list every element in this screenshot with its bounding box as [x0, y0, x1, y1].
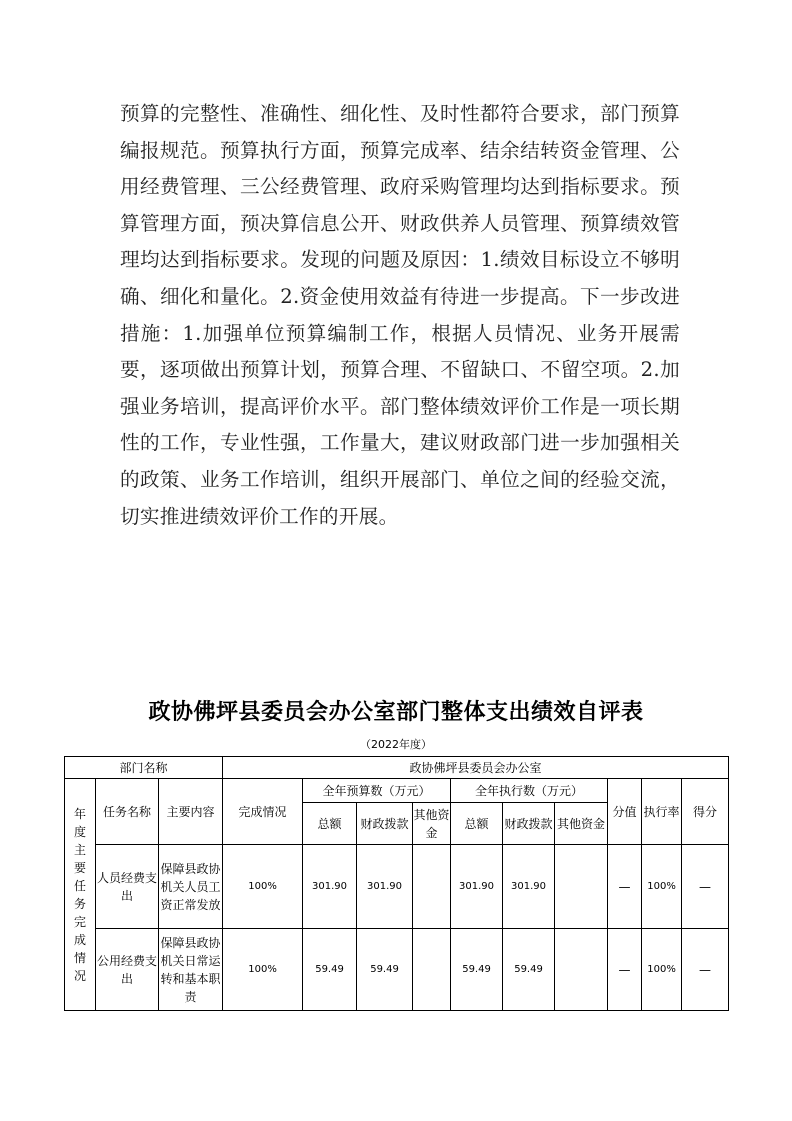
score-value-cell: —	[608, 929, 642, 1011]
dept-name-value: 政协佛坪县委员会办公室	[223, 757, 729, 779]
header-main-content: 主要内容	[159, 779, 223, 845]
header-row-1	[65, 779, 729, 803]
summary-paragraph: 预算的完整性、准确性、细化性、及时性都符合要求，部门预算编报规范。预算执行方面，预算完成率、结余结转资金管理、公用经费管理、三公经费管理、政府采购管理均达到指标要求。预算管理方面，预决算信息公开、财政供养人员管理、预算绩效管理均达到指标要求。发现的问题及原因：1.绩效目标设立不够明确、细化和量化。2.资金使用效益有待进一步提高。下一步改进措施：1.加强单位预算编制工作，根据人员情况、业务开展需要，逐项做出预算计划，预算合理、不留缺口、不留空项。2.加强业务培训，提高评价水平。部门整体绩效评价工作是一项长期性的工作，专业性强，工作量大，建议财政部门进一步加强相关的政策、业务工作培训，组织开展部门、单位之间的经验交流，切实推进绩效评价工作的开展。	[120, 102, 680, 528]
exec-rate-cell: 100%	[642, 929, 682, 1011]
header-budget-fiscal: 财政拨款	[357, 803, 413, 845]
header-score-value: 分值	[608, 779, 642, 845]
score-cell: —	[682, 929, 729, 1011]
budget-fiscal-cell: 301.90	[357, 845, 413, 929]
exec-fiscal-cell: 59.49	[503, 929, 555, 1011]
header-budget-total: 总额	[303, 803, 357, 845]
budget-other-cell	[413, 929, 451, 1011]
exec-total-cell: 59.49	[451, 929, 503, 1011]
main-content-cell: 保障县政协机关日常运转和基本职责	[159, 929, 223, 1011]
exec-rate-cell: 100%	[642, 845, 682, 929]
header-exec-other: 其他资金	[555, 803, 608, 845]
exec-other-cell	[555, 929, 608, 1011]
dept-name-label: 部门名称	[65, 757, 223, 779]
score-value-cell: —	[608, 845, 642, 929]
header-exec-rate: 执行率	[642, 779, 682, 845]
dept-row	[65, 757, 729, 779]
completion-cell: 100%	[223, 929, 303, 1011]
budget-total-cell: 59.49	[303, 929, 357, 1011]
table-row	[65, 845, 729, 929]
header-budget-group: 全年预算数（万元）	[303, 779, 451, 803]
table-row	[65, 929, 729, 1011]
budget-other-cell	[413, 845, 451, 929]
budget-total-cell: 301.90	[303, 845, 357, 929]
table-title: 政协佛坪县委员会办公室部门整体支出绩效自评表	[148, 700, 644, 725]
exec-fiscal-cell: 301.90	[503, 845, 555, 929]
score-cell: —	[682, 845, 729, 929]
header-score: 得分	[682, 779, 729, 845]
performance-evaluation-table	[64, 756, 729, 1011]
task-name-cell: 公用经费支出	[96, 929, 159, 1011]
exec-total-cell: 301.90	[451, 845, 503, 929]
header-completion: 完成情况	[223, 779, 303, 845]
header-exec-fiscal: 财政拨款	[503, 803, 555, 845]
task-name-cell: 人员经费支出	[96, 845, 159, 929]
header-exec-total: 总额	[451, 803, 503, 845]
budget-fiscal-cell: 59.49	[357, 929, 413, 1011]
completion-cell: 100%	[223, 845, 303, 929]
exec-other-cell	[555, 845, 608, 929]
table-subtitle: （2022年度）	[360, 738, 432, 751]
main-content-cell: 保障县政协机关人员工资正常发放	[159, 845, 223, 929]
section-label: 年 度 主 要 任 务 完 成 情 况	[65, 779, 96, 1011]
header-task-name: 任务名称	[96, 779, 159, 845]
header-budget-other: 其他资金	[413, 803, 451, 845]
header-exec-group: 全年执行数（万元）	[451, 779, 608, 803]
